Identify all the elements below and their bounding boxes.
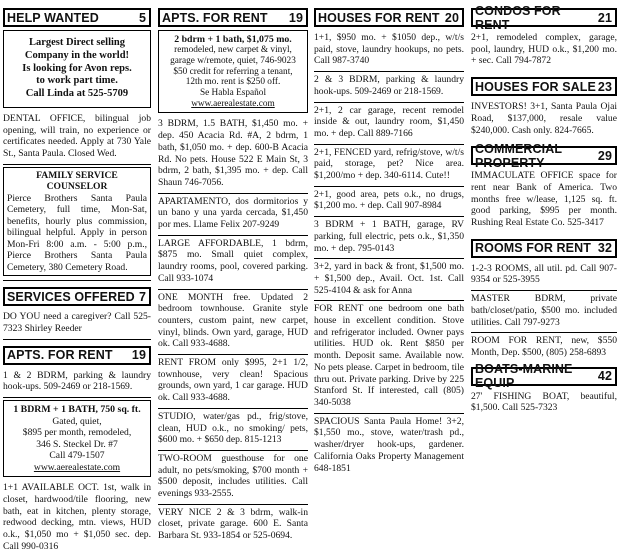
family-service-ad: [3, 165, 151, 282]
section-header-condos-for-rent: [471, 3, 617, 32]
section-header-houses-for-rent: [314, 8, 464, 27]
avon-ad-box: [3, 30, 151, 108]
website-link[interactable]: www.aerealestate.com: [33, 461, 121, 473]
listing-ad: 2 & 3 BDRM, parking & laundry hook-ups. 509-2469 or 218-1569.: [314, 72, 464, 102]
section-number: 5: [138, 10, 146, 25]
ad-line: 346 S. Steckel Dr. #7: [36, 438, 118, 450]
listing-ad: SPACIOUS Santa Paula Home! 3+2, $1,550 mo., stove, water/trash pd., washer/dryer hook-ups, gardener. California Oaks Property Management 648-1851: [314, 415, 464, 474]
section-header-help-wanted: [3, 8, 151, 27]
boat-ad: 27' FISHING BOAT, beautiful, $1,500. Call 525-7323: [471, 390, 617, 414]
section-header-apts-for-rent: [3, 346, 151, 365]
ad-line: remodeled, new carpet & vinyl,: [174, 45, 292, 56]
apt-ad: 1+1 AVAILABLE OCT. 1st, walk in closet, hardwood/tile flooring, new bath, eat in kitchen, plenty storage, redwood decking, mtn. views, HUD o.k., $1,050 mo + $1,050 sec. dep. Call 990-0316: [3, 482, 151, 552]
ad-line: Gated, quiet,: [52, 415, 102, 427]
listing-ad: 2+1, 2 car garage, recent remodel inside & out, laundry room, $1,450 mo. + dep. Call 889-7166: [314, 103, 464, 145]
condo-ad: 2+1, remodeled complex, garage, pool, laundry, HUD o.k., $1,200 mo. + sec. Call 794-7872: [471, 32, 617, 67]
listing-ad: ONE MONTH free. Updated 2 bedroom townhouse. Granite style counters, custom paint, new carpet, vinyl, blinds. Own yard, garage, HUD ok. Call 933-4688.: [158, 290, 308, 356]
column-4: [471, 3, 617, 418]
listing-ad: 2+1, FENCED yard, refrig/stove, w/t/s paid, storage, pet? Nice area. $1,200/mo + dep. 340-6114. Cute!!: [314, 145, 464, 187]
section-title: HOUSES FOR RENT: [318, 10, 440, 25]
ad-body: Pierce Brothers Santa Paula Cemetery, full time, Mon-Sat, benefits, hourly plus commission, bilingual helpful. Apply in person Mon-Fri 8:00 a.m. - 5:00 p.m., Pierce Brothers Santa Paula Cemetery, 380 Cemetery Road.: [7, 192, 147, 273]
ad-title: COUNSELOR: [46, 181, 108, 193]
listing-ad: 3 BDRM, 1.5 BATH, $1,450 mo. + dep. 450 Acacia Rd. #A, 2 bdrm, 1 bath, $1,050 mo. + dep. 600-B Acacia Rd. No pets. House 522 E Main St, 3 bdrm, 2 bath, $1,395 mo. + dep. Call Shaun 746-7056.: [158, 116, 308, 193]
listing-ad: LARGE AFFORDABLE, 1 bdrm, $875 mo. Small quiet complex, laundry rooms, pool, covered parking. Call 933-1074: [158, 236, 308, 290]
listing-ad: 2+1, good area, pets o.k., no drugs, $1,200 mo. + dep. Call 907-8984: [314, 187, 464, 217]
listing-ad: FOR RENT one bedroom one bath house in excellent condition. Stove and refrigerator included. Owner pays utilities. HUD ok. Rent $850 per month. Deposit same. Available now. No pets please. Carpet in bedroom, tile thru out. Private parking. Drive by 225 Stanford St. If interested, call (805) 340-5038: [314, 301, 464, 413]
section-title: HELP WANTED: [7, 10, 99, 25]
section-number: 32: [597, 241, 612, 256]
apt-box-ad: [158, 30, 308, 113]
section-header-services-offered: [3, 287, 151, 306]
dental-office-ad: DENTAL OFFICE, bilingual job opening, will train, no experience or certificates needed. Apply at 730 Yale St., Santa Paula. Closed Wed.: [3, 111, 151, 165]
caregiver-ad: DO YOU need a caregiver? Call 525-7323 Shirley Reeder: [3, 309, 151, 339]
section-number: 20: [444, 10, 459, 25]
section-number: 42: [597, 369, 612, 384]
ad-line: 1 BDRM + 1 BATH, 750 sq. ft.: [13, 404, 141, 416]
ad-line: Is looking for Avon reps.: [22, 62, 132, 74]
apt-box-ad: [3, 400, 151, 477]
section-header-commercial-property: [471, 141, 617, 170]
ad-line: Company in the world!: [24, 49, 130, 61]
section-title: ROOMS FOR RENT: [475, 241, 591, 256]
sale-ad: INVESTORS! 3+1, Santa Paula Ojai Road, $137,000, resale value $240,000. Cash only. 824-7665.: [471, 101, 617, 136]
apt-ad: 1 & 2 BDRM, parking & laundry hook-ups. 509-2469 or 218-1569.: [3, 368, 151, 398]
section-number: 7: [138, 289, 146, 304]
ad-line: Se Habla Español: [199, 88, 267, 99]
listing-ad: 1+1, $950 mo. + $1050 dep., w/t/s paid, stove, laundry hookups, no pets. Call 987-3740: [314, 30, 464, 72]
ad-line: $895 per month, remodeled,: [22, 427, 132, 439]
section-title: SERVICES OFFERED: [7, 289, 135, 304]
room-ad: MASTER BDRM, private bath/closet/patio, $500 mo. included utilities. Call 797-9273: [471, 291, 617, 333]
website-link[interactable]: www.aerealestate.com: [191, 98, 275, 109]
ad-title: FAMILY SERVICE: [36, 169, 118, 181]
section-title: APTS. FOR RENT: [162, 10, 268, 25]
commercial-ad: IMMACULATE OFFICE space for rent near Bank of America. Two months free w/lease, 1,125 sq. ft. good parking, $995 per month. Rushing Real Estate Co. 525-3417: [471, 170, 617, 229]
section-title: APTS. FOR RENT: [7, 348, 113, 363]
section-number: 29: [597, 148, 612, 163]
column-1: [3, 6, 151, 557]
listing-ad: RENT FROM only $995, 2+1 1/2, townhouse, very clean! Spacious grounds, own yard, 1 car garage. HUD ok. Call 933-4688.: [158, 355, 308, 409]
section-number: 19: [131, 348, 146, 363]
ad-line: $50 credit for referring a tenant,: [173, 66, 293, 77]
section-header-houses-for-sale: [471, 77, 617, 96]
ad-line: 2 bdrm + 1 bath, $1,075 mo.: [174, 34, 292, 45]
section-number: 21: [597, 10, 612, 25]
column-2: [158, 6, 308, 546]
listing-ad: 3 BDRM + 1 BATH, garage, RV parking, full electric, pets o.k., $1,350 mo. + dep. 795-0143: [314, 217, 464, 259]
section-number: 19: [288, 10, 303, 25]
section-title: HOUSES FOR SALE: [475, 79, 596, 94]
listing-ad: VERY NICE 2 & 3 bdrm, walk-in closet, private garage. 600 E. Santa Barbara St. 933-1854 or 525-0694.: [158, 506, 308, 542]
section-title: CONDOS FOR RENT: [475, 3, 561, 32]
listing-ad: 3+2, yard in back & front, $1,500 mo. + $1,500 dep., Avail. Oct. 1st. Call 525-4104 & ask for Anna: [314, 259, 464, 301]
ad-line: to work part time.: [36, 75, 118, 87]
listing-ad: TWO-ROOM guesthouse for one adult, no pets/smoking, $700 month + $500 deposit, includes utilities. Call evenings 933-2555.: [158, 451, 308, 505]
ad-line: 12th mo. rent is $250 off.: [185, 77, 281, 88]
room-ad: 1-2-3 ROOMS, all util. pd. Call 907-9354 or 525-3955: [471, 261, 617, 291]
section-header-rooms-for-rent: [471, 239, 617, 258]
listing-ad: APARTAMENTO, dos dormitorios y un bano y una yarda cercada, $1,450 por mes. Llame Felix 207-9249: [158, 194, 308, 236]
section-header-apts-for-rent: [158, 8, 308, 27]
section-title: COMMERCIAL PROPERTY: [475, 141, 562, 170]
ad-line: Call 479-1507: [49, 450, 105, 462]
listing-ad: STUDIO, water/gas pd., frig/stove, clean, HUD o.k., no smoking/ pets, $600 mo. + $650 dep. 815-1213: [158, 409, 308, 451]
ad-line: garage w/remote, quiet, 746-9023: [170, 55, 296, 66]
column-3: [314, 6, 464, 478]
family-service-box: [3, 167, 151, 277]
ad-line: Largest Direct selling: [28, 37, 126, 48]
section-header-boats-marine-equip: [471, 362, 617, 391]
room-ad: ROOM FOR RENT, new, $550 Month, Dep. $500, (805) 258-6893: [471, 335, 617, 358]
ad-line: Call Linda at 525-5709: [25, 88, 129, 100]
section-title: BOATS-MARINE EQUIP: [475, 362, 573, 391]
section-number: 23: [597, 79, 612, 94]
